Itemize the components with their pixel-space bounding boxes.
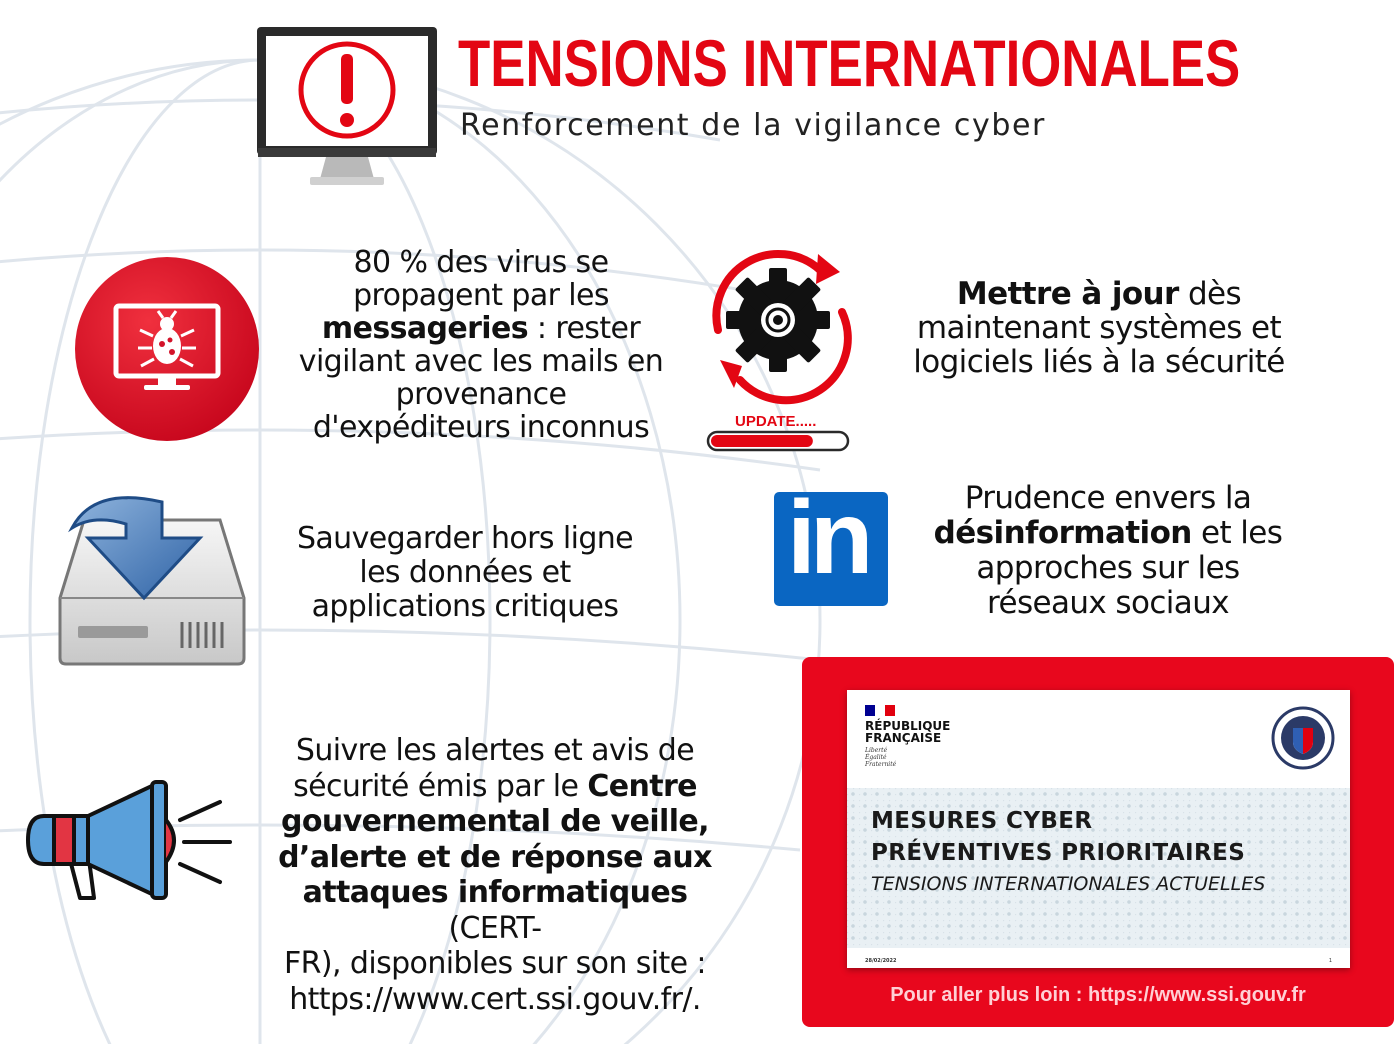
page-title: TENSIONS INTERNATIONALES [458, 26, 1241, 100]
republique-francaise-logo: RÉPUBLIQUE FRANÇAISE [865, 719, 951, 745]
alerts-text: Suivre les alertes et avis de sécurité émis par le Centre gouvernemental de veille, d’alerte et de réponse aux attaques informatiques (CERT- FR), disponibles sur son site : https://www.cert.ssi.gouv.fr/. [278, 733, 712, 1017]
hard-drive-download-icon [54, 480, 250, 670]
linkedin-icon: in [774, 492, 888, 606]
document-heading-1: MESURES CYBER [871, 808, 1093, 834]
page-subtitle: Renforcement de la vigilance cyber [460, 108, 1046, 143]
document-preview[interactable] [847, 690, 1350, 968]
republique-motto: Liberté Égalité Fraternité [865, 747, 897, 768]
megaphone-icon [24, 780, 240, 904]
document-date: 28/02/2022 [865, 958, 897, 964]
update-text: Mettre à jour dès maintenant systèmes et logiciels liés à la sécurité [913, 276, 1285, 380]
alert-monitor-icon [254, 24, 440, 189]
social-text: Prudence envers la désinformation et les approches sur les réseaux sociaux [933, 480, 1283, 621]
bug-monitor-icon [74, 256, 260, 442]
update-progress-fill [711, 435, 813, 447]
backup-text: Sauvegarder hors ligne les données et applications critiques [296, 521, 634, 624]
svg-text:ANSSI: ANSSI [1295, 760, 1311, 766]
document-heading-2: PRÉVENTIVES PRIORITAIRES [871, 840, 1246, 866]
virus-text: 80 % des virus se propagent par les messageries : rester vigilant avec les mails en provenance d'expéditeurs inconnus [298, 245, 664, 445]
document-page-number: 1 [1328, 958, 1332, 964]
update-badge: UPDATE..... [735, 413, 817, 430]
document-heading-3: TENSIONS INTERNATIONALES ACTUELLES [871, 873, 1266, 895]
french-flag-icon [865, 705, 895, 716]
gear-update-icon [700, 242, 860, 457]
more-info-link[interactable]: Pour aller plus loin : https://www.ssi.gouv.fr [890, 984, 1306, 1006]
anssi-seal-icon [1271, 706, 1335, 770]
